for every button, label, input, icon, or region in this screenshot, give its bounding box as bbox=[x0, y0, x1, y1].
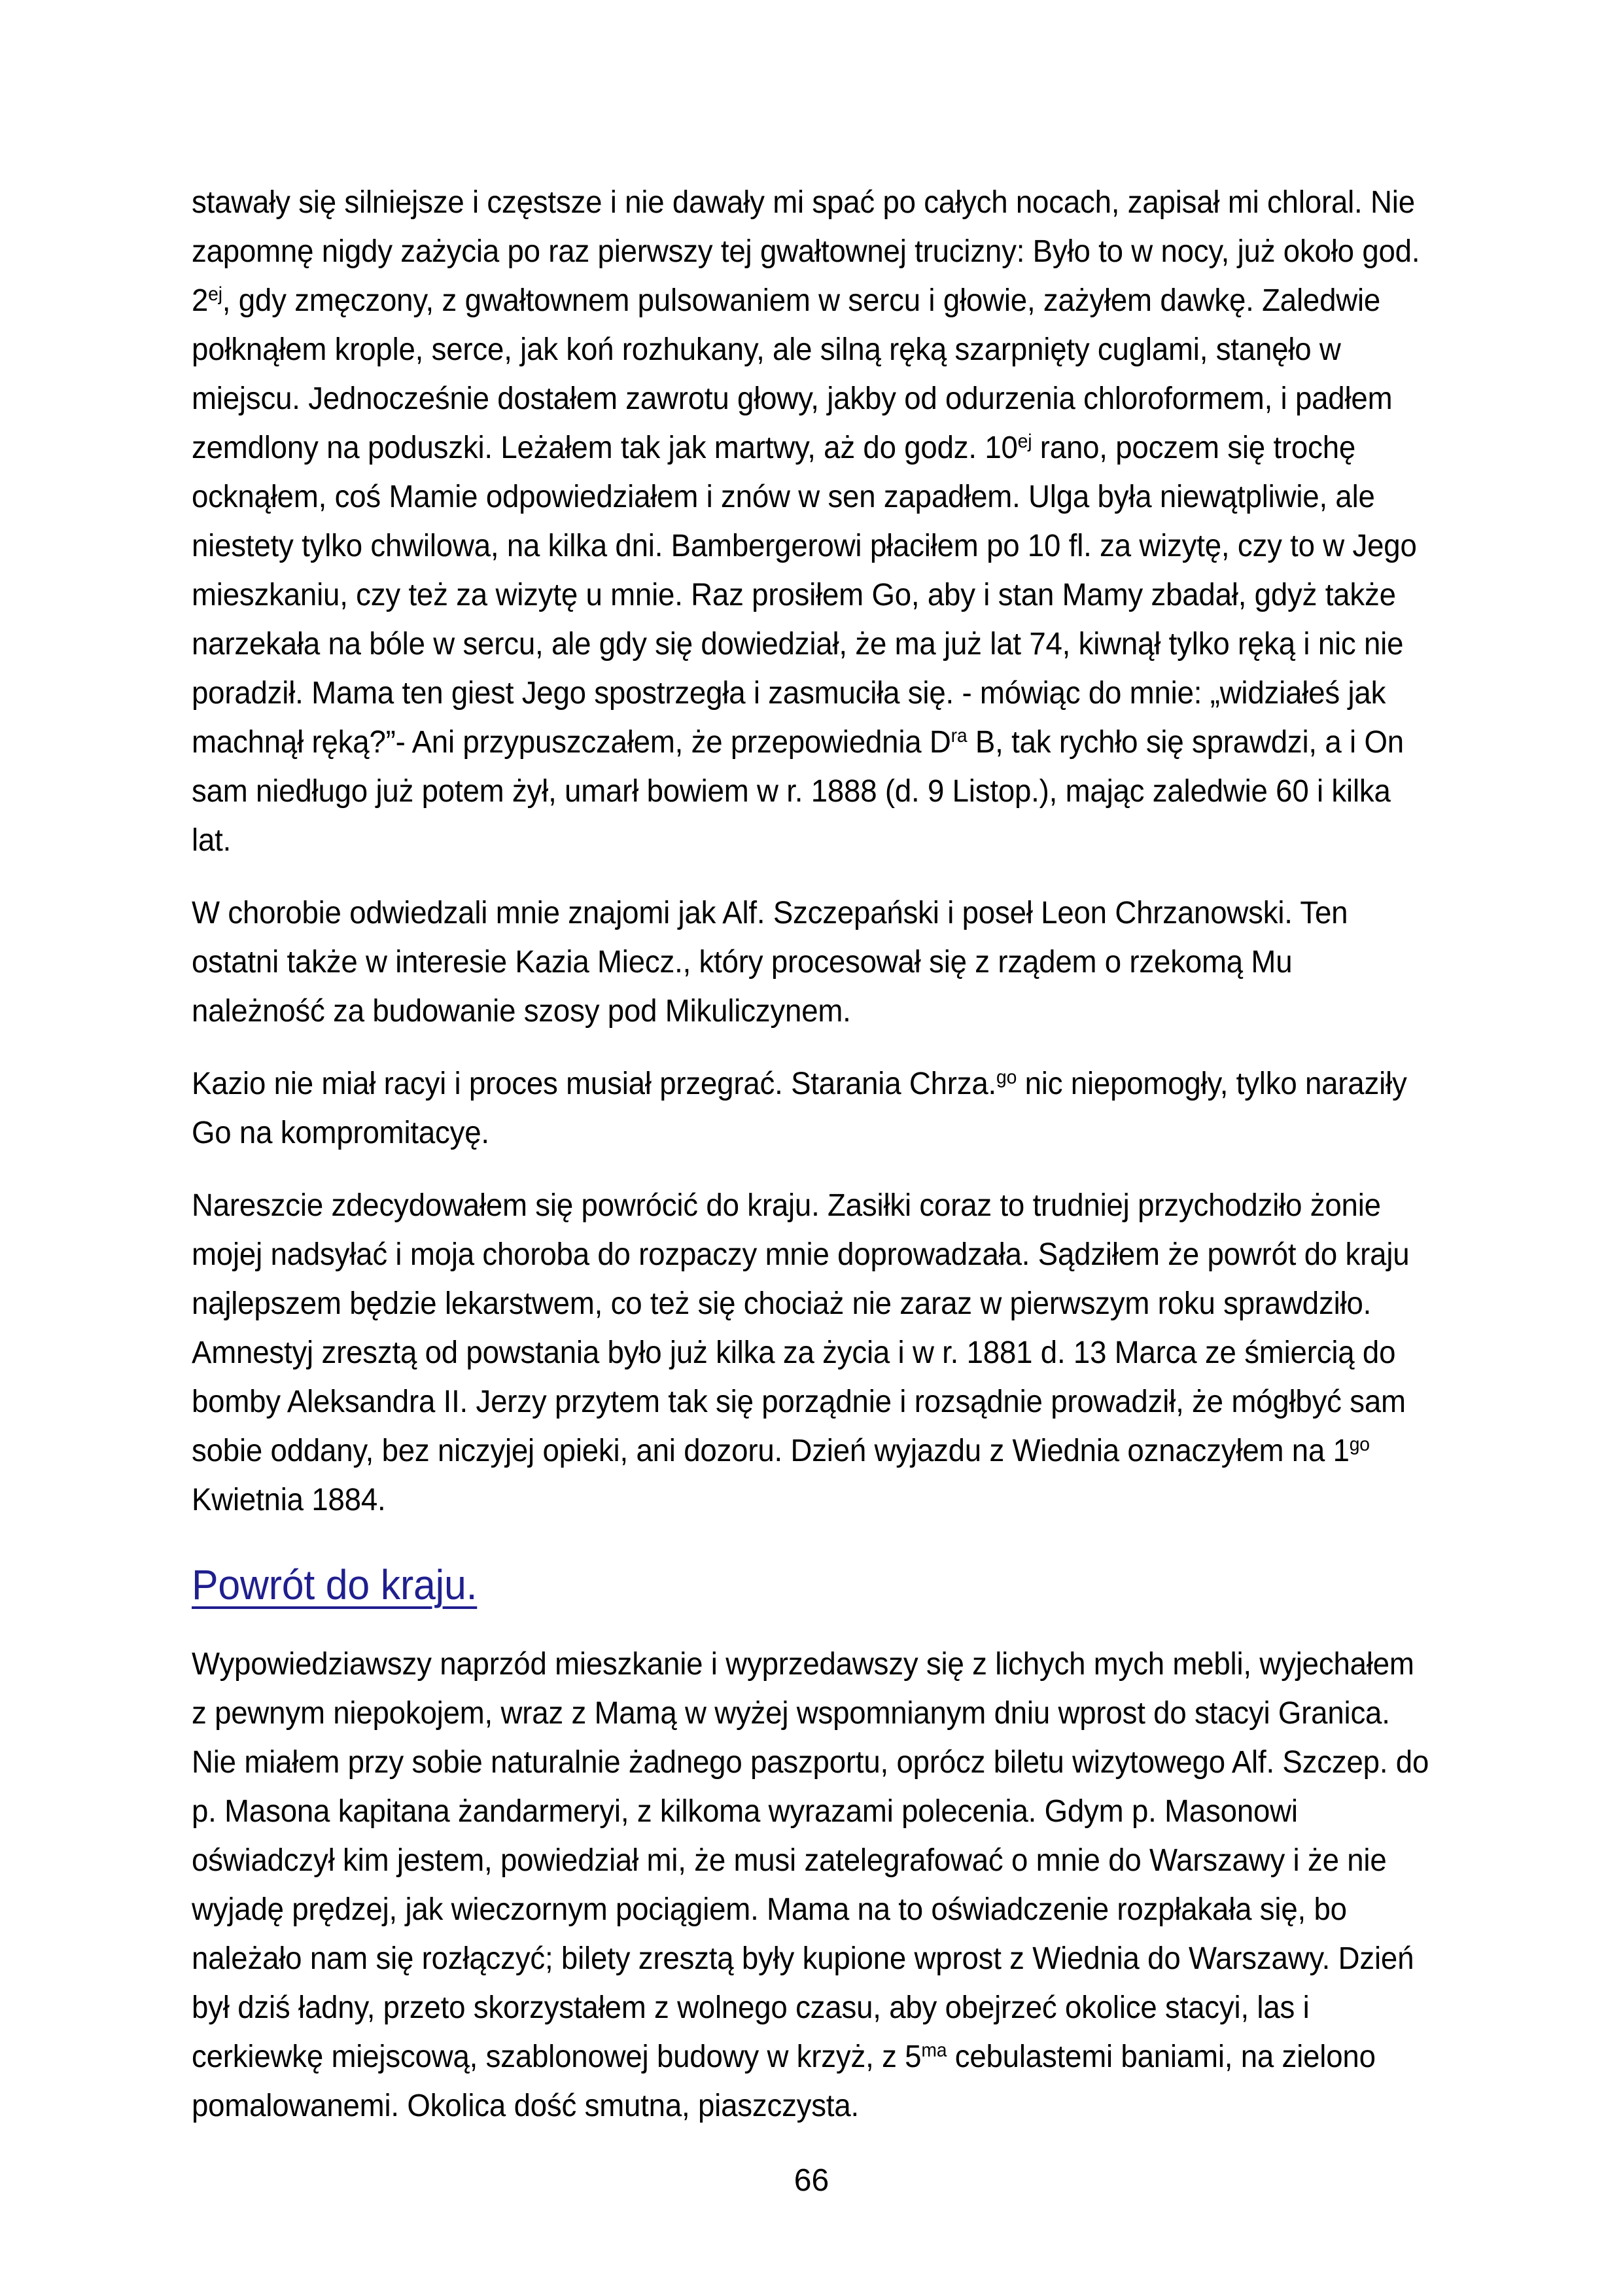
text-run: stawały się silniejsze i częstsze i nie dawały mi spać po całych nocach, zapisał mi chloral. Nie zapomnę nigdy zażycia po raz pierwszy tej gwałtownej trucizny: Było to w nocy, już około god. 2 bbox=[192, 185, 1420, 318]
text-run: rano, poczem się trochę ocknąłem, coś Mamie odpowiedziałem i znów w sen zapadłem. Ulga była niewątpliwie, ale niestety tylko chwilowa, na kilka dni. Bambergerowi płaciłem po 10 fl. za wizytę, czy to w Jego mieszkaniu, czy też za wizytę u mnie. Raz prosiłem Go, aby i stan Mamy zbadał, gdyż także narzekała na bóle w sercu, ale gdy się dowiedział, że ma już lat 74, kiwnął tylko ręką i nic nie poradził. Mama ten giest Jego spostrzegła i zasmuciła się. - mówiąc do mnie: „widziałeś jak machnął ręką?”- Ani przypuszczałem, że przepowiednia D bbox=[192, 431, 1417, 760]
text-run: Kwietnia 1884. bbox=[192, 1483, 386, 1517]
page-content bbox=[192, 178, 1431, 2154]
paragraph bbox=[192, 1059, 1431, 1157]
superscript-run: ma bbox=[921, 2039, 947, 2061]
page-number: 66 bbox=[794, 2163, 829, 2198]
superscript-run: go bbox=[1349, 1433, 1370, 1455]
text-run: cebulastemi baniami, na zielono pomalowanemi. Okolica dość smutna, piaszczysta. bbox=[192, 2040, 1376, 2123]
paragraph bbox=[192, 889, 1431, 1036]
superscript-run: go bbox=[996, 1066, 1017, 1088]
text-run: , gdy zmęczony, z gwałtownem pulsowaniem w sercu i głowie, zażyłem dawkę. Zaledwie połknąłem krople, serce, jak koń rozhukany, ale silną ręką szarpnięty cuglami, stanęło w miejscu. Jednocześnie dostałem zawrotu głowy, jakby od odurzenia chloroformem, i padłem zemdlony na poduszki. Leżałem tak jak martwy, aż do godz. 10 bbox=[192, 283, 1393, 465]
superscript-run: ra bbox=[951, 724, 968, 747]
text-run: W chorobie odwiedzali mnie znajomi jak Alf. Szczepański i poseł Leon Chrzanowski. Ten ostatni także w interesie Kazia Miecz., który procesował się z rządem o rzekomą Mu należność za budowanie szosy pod Mikuliczynem. bbox=[192, 896, 1348, 1029]
text-run: B, tak rychło się sprawdzi, a i On sam niedługo już potem żył, umarł bowiem w r. 1888 (d. 9 Listop.), mając zaledwie 60 i kilka lat. bbox=[192, 725, 1404, 858]
superscript-run: ej bbox=[1017, 430, 1032, 452]
superscript-run: ej bbox=[208, 283, 222, 305]
text-run: Kazio nie miał racyi i proces musiał przegrać. Starania Chrza. bbox=[192, 1067, 997, 1101]
page-footer bbox=[0, 2163, 1623, 2199]
paragraph bbox=[192, 178, 1431, 865]
text-run: Wypowiedziawszy naprzód mieszkanie i wyprzedawszy się z lichych mych mebli, wyjechałem z pewnym niepokojem, wraz z Mamą w wyżej wspomnianym dniu wprost do stacyi Granica. Nie miałem przy sobie naturalnie żadnego paszportu, oprócz biletu wizytowego Alf. Szczep. do p. Masona kapitana żandarmeryi, z kilkoma wyrazami polecenia. Gdym p. Masonowi oświadczył kim jestem, powiedział mi, że musi zatelegrafować o mnie do Warszawy i że nie wyjadę prędzej, jak wieczornym pociągiem. Mama na to oświadczenie rozpłakała się, bo należało nam się rozłączyć; bilety zresztą były kupione wprost z Wiednia do Warszawy. Dzień był dziś ładny, przeto skorzystałem z wolnego czasu, aby obejrzeć okolice stacyi, las i cerkiewkę miejscową, szablonowej budowy w krzyż, z 5 bbox=[192, 1647, 1429, 2074]
text-run: nic niepomogły, tylko naraziły Go na kompromitacyę. bbox=[192, 1067, 1407, 1150]
paragraph bbox=[192, 1181, 1431, 1525]
text-run: Powrót do kraju. bbox=[192, 1561, 478, 1608]
text-run: Nareszcie zdecydowałem się powrócić do kraju. Zasiłki coraz to trudniej przychodziło żonie mojej nadsyłać i moja choroba do rozpaczy mnie doprowadzała. Sądziłem że powrót do kraju najlepszem będzie lekarstwem, co też się chociaż nie zaraz w pierwszym roku sprawdziło. Amnestyj zresztą od powstania było już kilka za życia i w r. 1881 d. 13 Marca ze śmiercią do bomby Aleksandra II. Jerzy przytem tak się porządnie i rozsądnie prowadził, że mógłbyć sam sobie oddany, bez niczyjej opieki, ani dozoru. Dzień wyjazdu z Wiednia oznaczyłem na 1 bbox=[192, 1188, 1410, 1468]
paragraph bbox=[192, 1640, 1431, 2130]
section-heading bbox=[192, 1559, 1431, 1611]
